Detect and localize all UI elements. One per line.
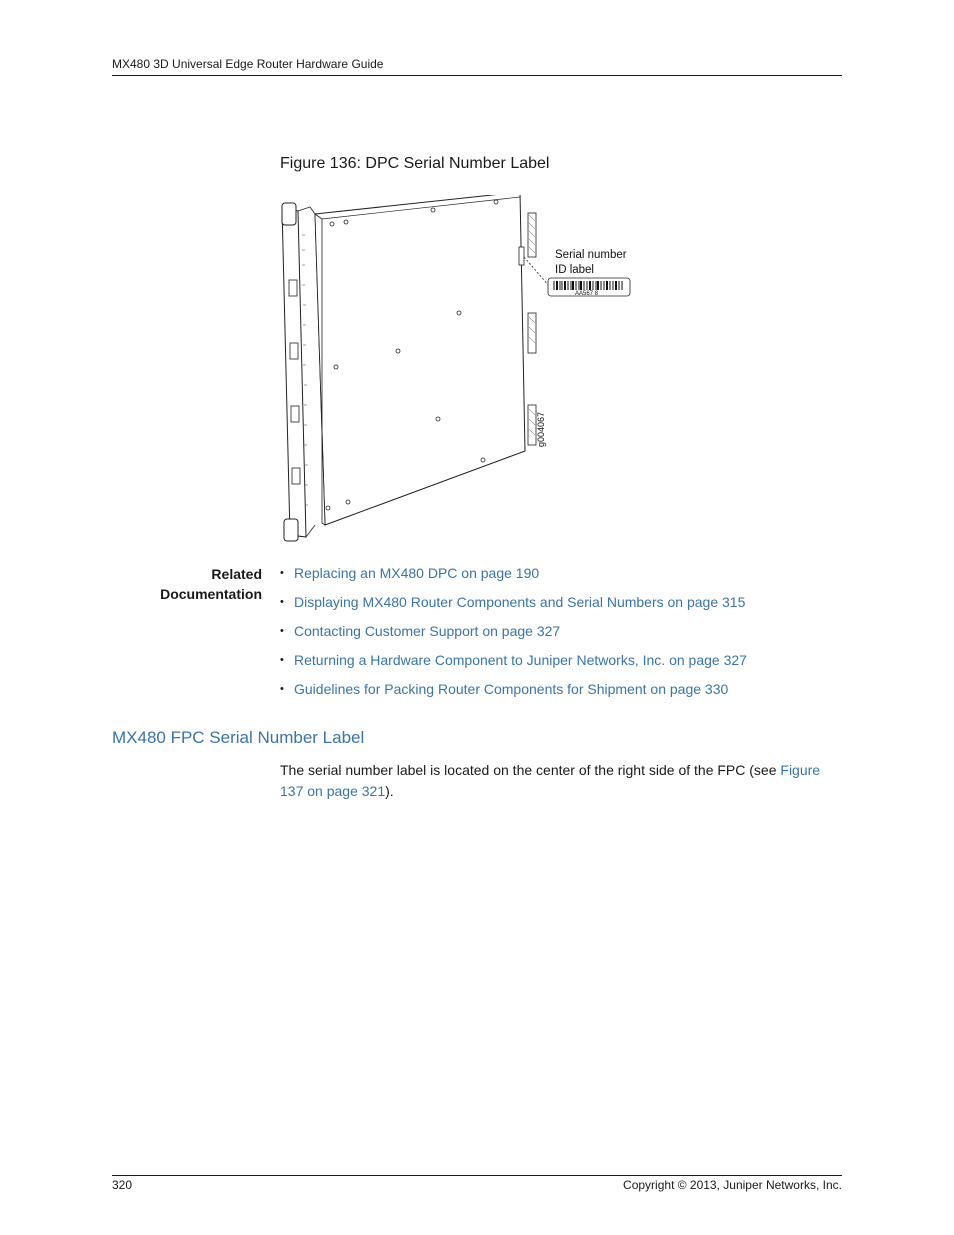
related-heading-line1: Related [211, 566, 262, 582]
running-header: MX480 3D Universal Edge Router Hardware Guide [112, 57, 384, 71]
related-link-displaying-components[interactable]: Displaying MX480 Router Components and Serial Numbers on page 315 [294, 594, 746, 610]
list-item [280, 621, 747, 650]
copyright: Copyright © 2013, Juniper Networks, Inc. [623, 1178, 842, 1192]
list-item [280, 592, 747, 621]
dpc-faceplate [282, 207, 306, 537]
related-links-list [280, 563, 747, 708]
related-documentation-heading [112, 564, 262, 604]
ejector-top [282, 203, 296, 225]
related-heading-line2: Documentation [160, 586, 262, 602]
dpc-line-drawing [270, 195, 670, 555]
related-link-customer-support[interactable]: Contacting Customer Support on page 327 [294, 623, 561, 639]
body-text-after: ). [385, 783, 394, 799]
body-text-before: The serial number label is located on the center of the right side of the FPC (see [280, 762, 781, 778]
callout-label-line2: ID label [555, 264, 594, 276]
figure-137-link[interactable]: Figure 137 on page 321 [280, 762, 821, 799]
dpc-board [315, 195, 525, 525]
section-heading: MX480 FPC Serial Number Label [112, 728, 365, 747]
list-item [280, 650, 747, 679]
ejector-bottom [284, 519, 298, 541]
figure-title: Figure 136: DPC Serial Number Label [280, 155, 550, 172]
barcode-text: AA567 8 [575, 291, 599, 297]
header-rule [112, 75, 842, 76]
page-number: 320 [112, 1178, 133, 1192]
callout-label-line1: Serial number [555, 249, 627, 261]
related-link-packing-guidelines[interactable]: Guidelines for Packing Router Components for Shipment on page 330 [294, 681, 729, 697]
related-link-replacing-dpc[interactable]: Replacing an MX480 DPC on page 190 [294, 565, 540, 581]
list-item [280, 563, 747, 592]
section-body [280, 760, 842, 802]
serial-label-on-board [519, 247, 524, 265]
related-link-returning-component[interactable]: Returning a Hardware Component to Juniper Networks, Inc. on page 327 [294, 652, 747, 668]
footer-rule [112, 1175, 842, 1176]
figure-id: g004067 [536, 411, 546, 447]
list-item [280, 679, 747, 708]
edge-connector-top [528, 213, 536, 257]
